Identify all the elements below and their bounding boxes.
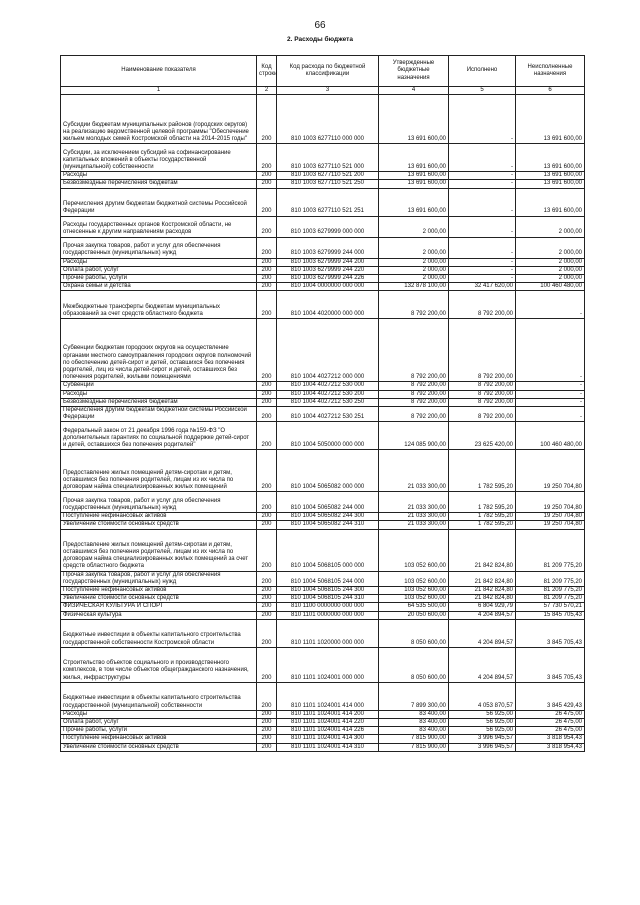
cell-unexecuted: 2 000,00 <box>516 266 585 274</box>
cell-name: Увеличение стоимости основных средств <box>61 743 257 751</box>
table-row <box>61 595 585 603</box>
expenses-table <box>60 55 585 752</box>
cell-approved: 103 052 600,00 <box>379 571 449 586</box>
cell-executed: 6 804 929,79 <box>449 603 516 611</box>
table-row <box>61 144 585 172</box>
table-row <box>61 619 585 647</box>
cell-unexecuted: 19 250 704,80 <box>516 492 585 513</box>
cell-approved: 64 535 500,00 <box>379 603 449 611</box>
cell-code: 810 1004 5065082 244 300 <box>277 513 379 521</box>
table-row <box>61 727 585 735</box>
cell-line: 200 <box>257 291 277 319</box>
cell-name: Оплата работ, услуг <box>61 266 257 274</box>
table-row <box>61 710 585 718</box>
cell-name: ФИЗИЧЕСКАЯ КУЛЬТУРА И СПОРТ <box>61 603 257 611</box>
cell-unexecuted: 2 000,00 <box>516 274 585 282</box>
cell-executed: - <box>449 180 516 188</box>
cell-line: 200 <box>257 727 277 735</box>
cell-unexecuted: 81 209 775,20 <box>516 595 585 603</box>
cell-approved: 21 033 300,00 <box>379 521 449 529</box>
cell-line: 200 <box>257 619 277 647</box>
cell-line: 200 <box>257 237 277 258</box>
cell-name: Прочая закупка товаров, работ и услуг для обеспечения государственных (муниципальных) нужд <box>61 492 257 513</box>
cell-line: 200 <box>257 529 277 571</box>
cell-unexecuted: - <box>516 319 585 382</box>
cell-code: 810 1003 6279999 244 000 <box>277 237 379 258</box>
header-approved: Утвержденные бюджетные назначения <box>379 56 449 87</box>
cell-line: 200 <box>257 603 277 611</box>
table-row <box>61 743 585 751</box>
cell-line: 200 <box>257 492 277 513</box>
table-header-row <box>61 56 585 87</box>
column-number-row <box>61 87 585 95</box>
cell-unexecuted: 19 250 704,80 <box>516 521 585 529</box>
cell-approved: 7 815 900,00 <box>379 743 449 751</box>
cell-approved: 2 000,00 <box>379 237 449 258</box>
cell-unexecuted: 2 000,00 <box>516 258 585 266</box>
cell-name: Прочая закупка товаров, работ и услуг для обеспечения государственных (муниципальных) нужд <box>61 571 257 586</box>
cell-name: Перечисления другим бюджетам бюджетной системы Российской Федерации <box>61 406 257 421</box>
cell-executed: 8 792 200,00 <box>449 398 516 406</box>
cell-unexecuted: 3 845 705,43 <box>516 619 585 647</box>
cell-line: 200 <box>257 258 277 266</box>
cell-executed: - <box>449 95 516 144</box>
cell-approved: 13 691 600,00 <box>379 172 449 180</box>
cell-approved: 2 000,00 <box>379 266 449 274</box>
cell-code: 810 1100 0000000 000 000 <box>277 603 379 611</box>
cell-line: 200 <box>257 735 277 743</box>
cell-unexecuted: 2 000,00 <box>516 216 585 237</box>
cell-name: Поступление нефинансовых активов <box>61 587 257 595</box>
cell-executed: - <box>449 258 516 266</box>
cell-unexecuted: - <box>516 406 585 421</box>
cell-name: Перечисления другим бюджетам бюджетной системы Российской Федерации <box>61 188 257 216</box>
header-name: Наименование показателя <box>61 56 257 87</box>
cell-unexecuted: 81 209 775,20 <box>516 571 585 586</box>
table-row <box>61 95 585 144</box>
table-row <box>61 611 585 619</box>
cell-code: 810 1004 5068105 244 310 <box>277 595 379 603</box>
table-row <box>61 283 585 291</box>
cell-approved: 2 000,00 <box>379 216 449 237</box>
cell-unexecuted: 81 209 775,20 <box>516 529 585 571</box>
cell-executed: 3 996 945,57 <box>449 743 516 751</box>
table-row <box>61 382 585 390</box>
table-row <box>61 450 585 492</box>
cell-name: Оплата работ, услуг <box>61 718 257 726</box>
cell-line: 200 <box>257 718 277 726</box>
cell-unexecuted: 100 460 480,00 <box>516 422 585 450</box>
cell-unexecuted: 3 818 954,43 <box>516 743 585 751</box>
cell-unexecuted: 19 250 704,80 <box>516 513 585 521</box>
table-row <box>61 274 585 282</box>
cell-unexecuted: 100 460 480,00 <box>516 283 585 291</box>
table-row <box>61 422 585 450</box>
column-number: 5 <box>449 87 516 95</box>
cell-code: 810 1004 0000000 000 000 <box>277 283 379 291</box>
cell-approved: 8 792 200,00 <box>379 319 449 382</box>
cell-code: 810 1003 6279999 244 220 <box>277 266 379 274</box>
cell-line: 200 <box>257 521 277 529</box>
cell-executed: 1 782 595,20 <box>449 450 516 492</box>
cell-line: 200 <box>257 422 277 450</box>
table-row <box>61 398 585 406</box>
cell-name: Охрана семьи и детства <box>61 283 257 291</box>
cell-unexecuted: 57 730 570,21 <box>516 603 585 611</box>
cell-code: 810 1101 1024001 414 200 <box>277 710 379 718</box>
cell-line: 200 <box>257 398 277 406</box>
cell-line: 200 <box>257 710 277 718</box>
cell-executed: 4 053 870,57 <box>449 682 516 710</box>
column-number: 3 <box>277 87 379 95</box>
cell-approved: 124 085 900,00 <box>379 422 449 450</box>
cell-code: 810 1101 1024001 000 000 <box>277 647 379 682</box>
cell-line: 200 <box>257 283 277 291</box>
cell-unexecuted: 2 000,00 <box>516 237 585 258</box>
cell-code: 810 1003 6277110 521 200 <box>277 172 379 180</box>
cell-code: 810 1003 6277110 521 000 <box>277 144 379 172</box>
cell-approved: 8 050 600,00 <box>379 647 449 682</box>
cell-code: 810 1004 4027212 000 000 <box>277 319 379 382</box>
cell-approved: 103 052 600,00 <box>379 587 449 595</box>
table-row <box>61 319 585 382</box>
cell-code: 810 1101 1024001 414 226 <box>277 727 379 735</box>
cell-code: 810 1004 5068105 000 000 <box>277 529 379 571</box>
cell-name: Субвенции бюджетам городских округов на осуществление органами местного самоуправления городских округов полномочий по обеспечению детей-сирот и детей, оставшихся без попечения родителей, лиц из числа детей-сирот и детей, оставшихся без попечения родителей, жилыми помещениями <box>61 319 257 382</box>
cell-approved: 103 052 600,00 <box>379 595 449 603</box>
cell-code: 810 1003 6279999 244 226 <box>277 274 379 282</box>
cell-approved: 8 792 200,00 <box>379 406 449 421</box>
cell-executed: 8 792 200,00 <box>449 382 516 390</box>
cell-name: Бюджетные инвестиции в объекты капитального строительства государственной собственности Костромской области <box>61 619 257 647</box>
cell-code: 810 1004 5065082 244 310 <box>277 521 379 529</box>
cell-approved: 13 691 600,00 <box>379 180 449 188</box>
cell-code: 810 1003 6279999 000 000 <box>277 216 379 237</box>
cell-executed: 56 925,00 <box>449 710 516 718</box>
table-row <box>61 603 585 611</box>
cell-line: 200 <box>257 595 277 603</box>
cell-executed: 3 996 945,57 <box>449 735 516 743</box>
cell-unexecuted: 26 475,00 <box>516 718 585 726</box>
cell-name: Увеличение стоимости основных средств <box>61 521 257 529</box>
cell-executed: 4 204 894,57 <box>449 647 516 682</box>
cell-executed: 1 782 595,20 <box>449 513 516 521</box>
cell-code: 810 1003 6277110 521 250 <box>277 180 379 188</box>
cell-name: Увеличение стоимости основных средств <box>61 595 257 603</box>
table-row <box>61 647 585 682</box>
cell-name: Межбюджетные трансферты бюджетам муниципальных образований за счет средств областного бюджета <box>61 291 257 319</box>
table-row <box>61 587 585 595</box>
cell-executed: 1 782 595,20 <box>449 492 516 513</box>
cell-approved: 83 400,00 <box>379 718 449 726</box>
table-row <box>61 258 585 266</box>
cell-executed: 4 204 894,57 <box>449 611 516 619</box>
cell-line: 200 <box>257 95 277 144</box>
cell-line: 200 <box>257 382 277 390</box>
cell-code: 810 1101 1024001 414 300 <box>277 735 379 743</box>
cell-code: 810 1004 4027212 530 251 <box>277 406 379 421</box>
header-unexecuted: Неисполненные назначения <box>516 56 585 87</box>
cell-name: Безвозмездные перечисления бюджетам <box>61 180 257 188</box>
table-row <box>61 406 585 421</box>
cell-line: 200 <box>257 513 277 521</box>
cell-executed: - <box>449 188 516 216</box>
header-executed: Исполнено <box>449 56 516 87</box>
cell-name: Расходы <box>61 710 257 718</box>
cell-executed: - <box>449 266 516 274</box>
cell-approved: 83 400,00 <box>379 727 449 735</box>
cell-executed: - <box>449 144 516 172</box>
cell-code: 810 1004 5068105 244 300 <box>277 587 379 595</box>
cell-code: 810 1004 5068105 244 000 <box>277 571 379 586</box>
cell-approved: 103 052 600,00 <box>379 529 449 571</box>
cell-executed: 21 842 824,80 <box>449 529 516 571</box>
cell-code: 810 1003 6279999 244 200 <box>277 258 379 266</box>
cell-name: Предоставление жилых помещений детям-сиротам и детям, оставшимся без попечения родителей, лицам из их числа по договорам найма специализированных жилых помещений за счет средств областного бюджета <box>61 529 257 571</box>
table-row <box>61 735 585 743</box>
cell-executed: 8 792 200,00 <box>449 319 516 382</box>
cell-code: 810 1003 6277110 521 251 <box>277 188 379 216</box>
cell-code: 810 1004 5065082 244 000 <box>277 492 379 513</box>
cell-unexecuted: - <box>516 291 585 319</box>
cell-code: 810 1101 1024001 414 220 <box>277 718 379 726</box>
cell-approved: 2 000,00 <box>379 258 449 266</box>
cell-unexecuted: 26 475,00 <box>516 710 585 718</box>
cell-name: Субсидии, за исключением субсидий на софинансирование капитальных вложений в объекты государственной (муниципальной) собственности <box>61 144 257 172</box>
cell-approved: 8 050 600,00 <box>379 619 449 647</box>
cell-code: 810 1101 0000000 000 000 <box>277 611 379 619</box>
table-row <box>61 513 585 521</box>
cell-executed: 21 842 824,80 <box>449 571 516 586</box>
cell-line: 200 <box>257 319 277 382</box>
cell-line: 200 <box>257 266 277 274</box>
cell-unexecuted: 13 691 600,00 <box>516 180 585 188</box>
cell-executed: 1 782 595,20 <box>449 521 516 529</box>
table-row <box>61 390 585 398</box>
page-number: 66 <box>314 20 326 31</box>
cell-unexecuted: 15 845 705,43 <box>516 611 585 619</box>
cell-approved: 21 033 300,00 <box>379 492 449 513</box>
cell-unexecuted: 3 845 429,43 <box>516 682 585 710</box>
cell-name: Поступление нефинансовых активов <box>61 735 257 743</box>
cell-approved: 13 691 600,00 <box>379 144 449 172</box>
cell-approved: 7 815 900,00 <box>379 735 449 743</box>
cell-unexecuted: - <box>516 390 585 398</box>
cell-line: 200 <box>257 587 277 595</box>
cell-name: Прочая закупка товаров, работ и услуг для обеспечения государственных (муниципальных) нужд <box>61 237 257 258</box>
cell-line: 200 <box>257 172 277 180</box>
table-row <box>61 237 585 258</box>
cell-line: 200 <box>257 216 277 237</box>
cell-approved: 13 691 600,00 <box>379 188 449 216</box>
cell-line: 200 <box>257 647 277 682</box>
cell-name: Расходы <box>61 172 257 180</box>
cell-line: 200 <box>257 274 277 282</box>
cell-name: Субвенции <box>61 382 257 390</box>
cell-approved: 8 792 200,00 <box>379 398 449 406</box>
cell-line: 200 <box>257 406 277 421</box>
table-row <box>61 718 585 726</box>
cell-executed: 32 417 620,00 <box>449 283 516 291</box>
cell-line: 200 <box>257 611 277 619</box>
cell-unexecuted: 3 845 705,43 <box>516 647 585 682</box>
cell-name: Федеральный закон от 21 декабря 1996 года №159-ФЗ "О дополнительных гарантиях по социальной поддержке детей-сирот и детей, оставшихся без попечения родителей" <box>61 422 257 450</box>
header-line-code: Код строки <box>257 56 277 87</box>
cell-approved: 83 400,00 <box>379 710 449 718</box>
cell-name: Физическая культура <box>61 611 257 619</box>
cell-unexecuted: 13 691 600,00 <box>516 95 585 144</box>
cell-code: 810 1004 4027212 530 200 <box>277 390 379 398</box>
cell-code: 810 1003 6277110 000 000 <box>277 95 379 144</box>
cell-executed: 21 842 824,80 <box>449 587 516 595</box>
cell-executed: 8 792 200,00 <box>449 406 516 421</box>
table-row <box>61 521 585 529</box>
cell-name: Расходы государственных органов Костромской области, не отнесенные к другим направлениям расходов <box>61 216 257 237</box>
cell-code: 810 1004 5065082 000 000 <box>277 450 379 492</box>
cell-code: 810 1101 1020000 000 000 <box>277 619 379 647</box>
table-row <box>61 291 585 319</box>
table-row <box>61 492 585 513</box>
cell-executed: - <box>449 237 516 258</box>
cell-executed: 23 625 420,00 <box>449 422 516 450</box>
cell-approved: 21 033 300,00 <box>379 513 449 521</box>
cell-code: 810 1004 5050000 000 000 <box>277 422 379 450</box>
cell-unexecuted: 81 209 775,20 <box>516 587 585 595</box>
table-row <box>61 180 585 188</box>
cell-executed: - <box>449 274 516 282</box>
cell-name: Субсидии бюджетам муниципальных районов (городских округов) на реализацию ведомственной целевой программы "Обеспечение жильем молодых семей Костромской области на 2014-2015 годы" <box>61 95 257 144</box>
cell-line: 200 <box>257 450 277 492</box>
cell-approved: 8 792 200,00 <box>379 382 449 390</box>
cell-line: 200 <box>257 743 277 751</box>
cell-approved: 132 878 100,00 <box>379 283 449 291</box>
cell-code: 810 1004 4020000 000 000 <box>277 291 379 319</box>
cell-line: 200 <box>257 144 277 172</box>
cell-executed: 21 842 824,80 <box>449 595 516 603</box>
cell-name: Расходы <box>61 258 257 266</box>
cell-approved: 2 000,00 <box>379 274 449 282</box>
column-number: 6 <box>516 87 585 95</box>
cell-line: 200 <box>257 180 277 188</box>
cell-line: 200 <box>257 682 277 710</box>
cell-name: Расходы <box>61 390 257 398</box>
cell-approved: 7 899 300,00 <box>379 682 449 710</box>
cell-unexecuted: - <box>516 382 585 390</box>
cell-unexecuted: - <box>516 398 585 406</box>
cell-executed: 56 925,00 <box>449 718 516 726</box>
table-row <box>61 529 585 571</box>
cell-unexecuted: 13 691 600,00 <box>516 188 585 216</box>
cell-executed: 56 925,00 <box>449 727 516 735</box>
column-number: 2 <box>257 87 277 95</box>
cell-approved: 21 033 300,00 <box>379 450 449 492</box>
cell-unexecuted: 3 818 954,43 <box>516 735 585 743</box>
cell-unexecuted: 13 691 600,00 <box>516 144 585 172</box>
cell-name: Безвозмездные перечисления бюджетам <box>61 398 257 406</box>
cell-line: 200 <box>257 571 277 586</box>
cell-unexecuted: 26 475,00 <box>516 727 585 735</box>
cell-name: Предоставление жилых помещений детям-сиротам и детям, оставшимся без попечения родителей, лицам из их числа по договорам найма специализированных жилых помещений <box>61 450 257 492</box>
cell-executed: 8 792 200,00 <box>449 291 516 319</box>
column-number: 1 <box>61 87 257 95</box>
table-row <box>61 682 585 710</box>
cell-approved: 8 792 200,00 <box>379 291 449 319</box>
cell-line: 200 <box>257 390 277 398</box>
cell-approved: 13 691 600,00 <box>379 95 449 144</box>
table-row <box>61 172 585 180</box>
section-title: 2. Расходы бюджета <box>287 36 353 43</box>
cell-name: Прочие работы, услуги <box>61 727 257 735</box>
cell-name: Прочие работы, услуги <box>61 274 257 282</box>
cell-code: 810 1004 4027212 530 250 <box>277 398 379 406</box>
cell-executed: - <box>449 172 516 180</box>
cell-name: Поступление нефинансовых активов <box>61 513 257 521</box>
table-row <box>61 188 585 216</box>
column-number: 4 <box>379 87 449 95</box>
cell-executed: 4 204 894,57 <box>449 619 516 647</box>
cell-name: Строительство объектов социального и производственного комплексов, в том числе объектов общегражданского назначения, жилья, инфраструктуры <box>61 647 257 682</box>
cell-approved: 20 050 600,00 <box>379 611 449 619</box>
header-classification-code: Код расхода по бюджетной классификации <box>277 56 379 87</box>
cell-code: 810 1101 1024001 414 310 <box>277 743 379 751</box>
cell-unexecuted: 13 691 600,00 <box>516 172 585 180</box>
cell-name: Бюджетные инвестиции в объекты капитального строительства государственной (муниципальной) собственности <box>61 682 257 710</box>
cell-code: 810 1101 1024001 414 000 <box>277 682 379 710</box>
cell-code: 810 1004 4027212 530 000 <box>277 382 379 390</box>
cell-executed: - <box>449 216 516 237</box>
cell-executed: 8 792 200,00 <box>449 390 516 398</box>
cell-line: 200 <box>257 188 277 216</box>
table-row <box>61 571 585 586</box>
table-row <box>61 216 585 237</box>
table-row <box>61 266 585 274</box>
cell-unexecuted: 19 250 704,80 <box>516 450 585 492</box>
cell-approved: 8 792 200,00 <box>379 390 449 398</box>
